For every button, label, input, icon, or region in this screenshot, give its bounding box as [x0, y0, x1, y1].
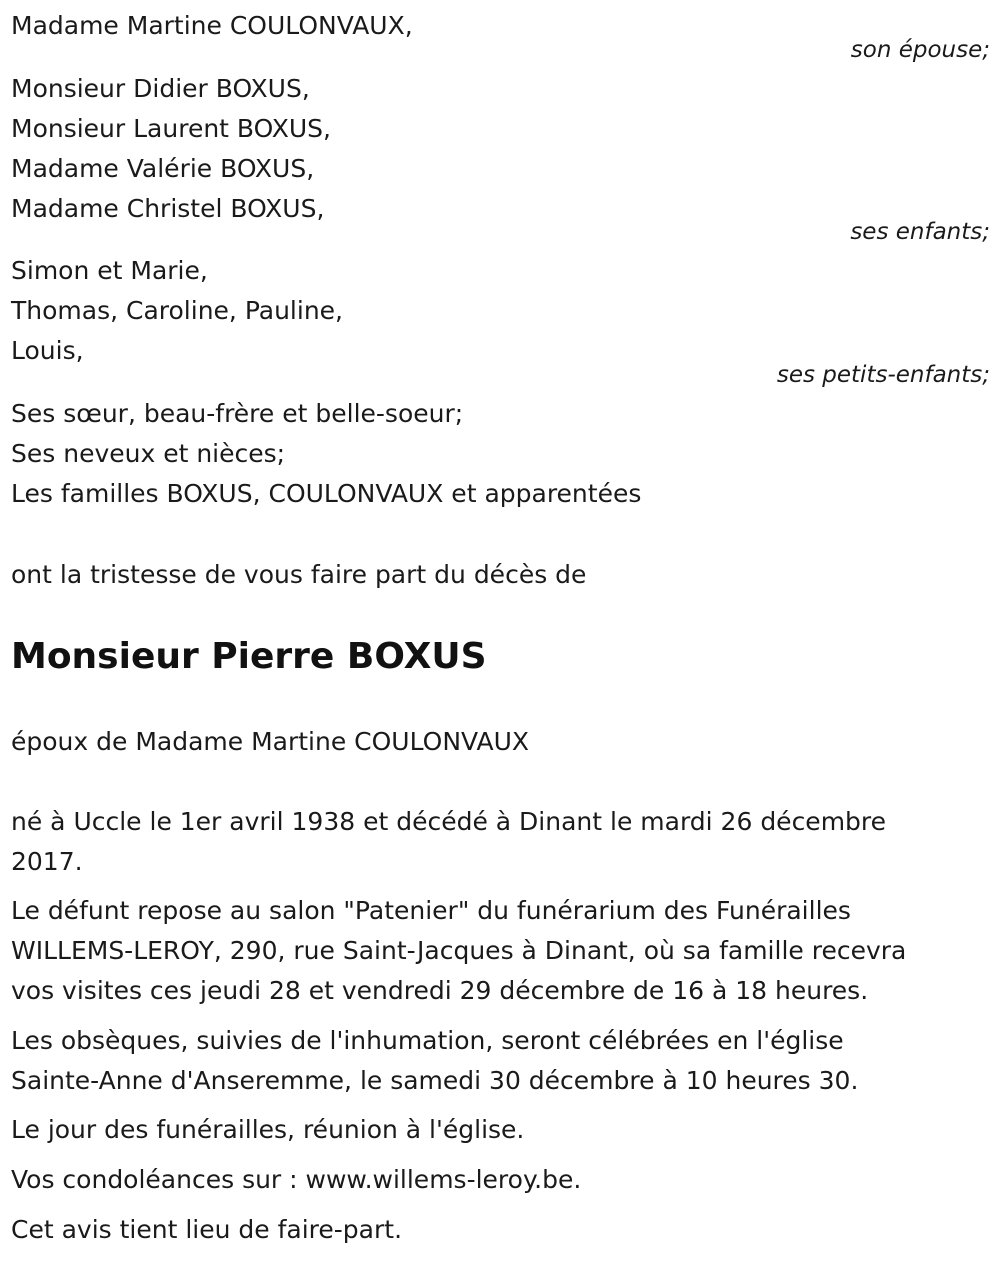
child-name: Madame Christel BOXUS,	[11, 194, 325, 223]
grandchildren-line: Thomas, Caroline, Pauline,	[11, 296, 343, 325]
spouse-role: son épouse;	[850, 37, 990, 63]
children-role: ses enfants;	[850, 219, 990, 245]
child-name: Monsieur Laurent BOXUS,	[11, 114, 331, 143]
family-line: Ses sœur, beau-frère et belle-soeur;	[11, 399, 464, 428]
visitation-line: WILLEMS-LEROY, 290, rue Saint-Jacques à Dinant, où sa famille recevra	[11, 936, 907, 965]
spouse-name: Madame Martine COULONVAUX,	[11, 11, 413, 40]
visitation-line: vos visites ces jeudi 28 et vendredi 29 décembre de 16 à 18 heures.	[11, 976, 869, 1005]
announcement-text: ont la tristesse de vous faire part du décès de	[11, 560, 587, 589]
child-name: Monsieur Didier BOXUS,	[11, 74, 310, 103]
birth-death-line: né à Uccle le 1er avril 1938 et décédé à Dinant le mardi 26 décembre	[11, 807, 887, 836]
family-line: Les familles BOXUS, COULONVAUX et apparentées	[11, 479, 642, 508]
birth-death-line: 2017.	[11, 847, 83, 876]
grandchildren-line: Louis,	[11, 336, 84, 365]
grandchildren-role: ses petits-enfants;	[776, 362, 990, 388]
meeting-text: Le jour des funérailles, réunion à l'église.	[11, 1115, 525, 1144]
funeral-line: Les obsèques, suivies de l'inhumation, seront célébrées en l'église	[11, 1026, 844, 1055]
funeral-line: Sainte-Anne d'Anseremme, le samedi 30 décembre à 10 heures 30.	[11, 1066, 859, 1095]
deceased-name: Monsieur Pierre BOXUS	[11, 636, 487, 677]
child-name: Madame Valérie BOXUS,	[11, 154, 315, 183]
notice-text: Cet avis tient lieu de faire-part.	[11, 1215, 403, 1244]
grandchildren-line: Simon et Marie,	[11, 256, 208, 285]
visitation-line: Le défunt repose au salon "Patenier" du funérarium des Funérailles	[11, 896, 851, 925]
spouse-of-text: époux de Madame Martine COULONVAUX	[11, 727, 530, 756]
family-line: Ses neveux et nièces;	[11, 439, 286, 468]
condolences-text: Vos condoléances sur : www.willems-leroy.be.	[11, 1165, 582, 1194]
